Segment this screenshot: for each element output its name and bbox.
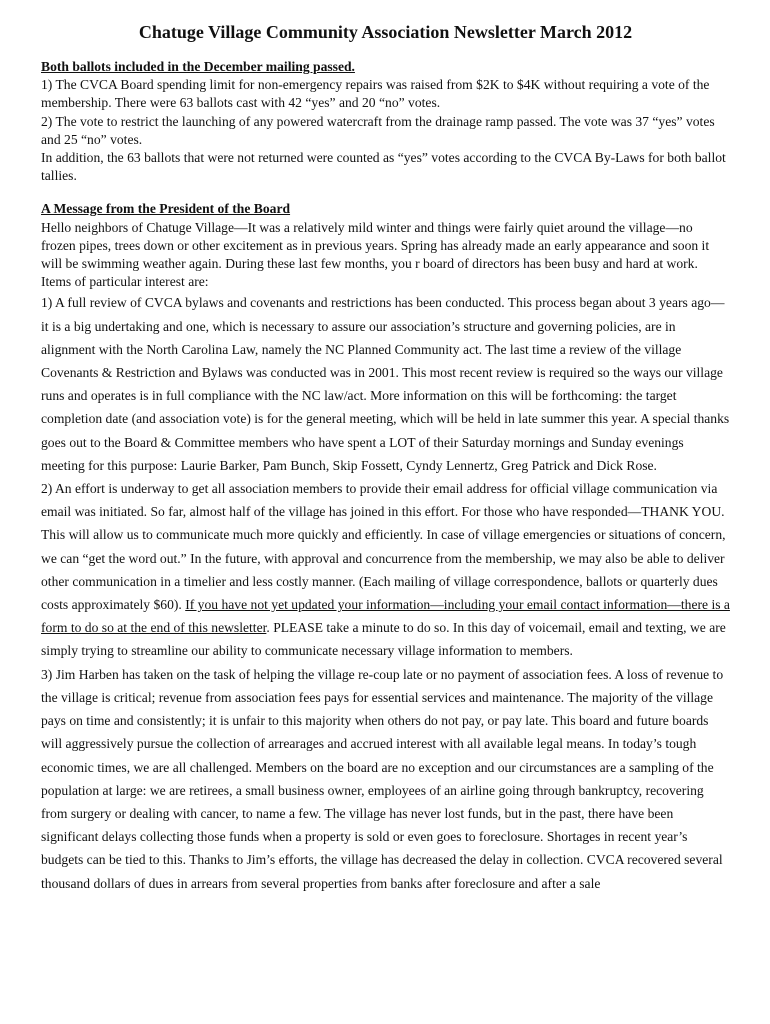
update-form-notice: If you have not yet updated your information—including your email contact information—there is a form to do so at the end of this newsletter: [41, 597, 730, 636]
newsletter-title: Chatuge Village Community Association Newsletter March 2012: [138, 22, 633, 42]
item-bylaws-review: 1) A full review of CVCA bylaws and covenants and restrictions has been conducted. This process began about 3 years ago—it is a big undertaking and one, which is necessary to assure our association’s structure and governing policies, are in alignment with the North Carolina Law, namely the NC Planned Community act. The last time a review of the village Covenants & Restriction and Bylaws was conducted was in 2001. This most recent review is required so the ways our village runs and operates is in full compliance with the NC law/act. More information on this will be forthcoming: the target completion date (and association vote) is for the general meeting, which will be held in late summer this year. A special thanks goes out to the Board & Committee members who have spent a LOT of their Saturday mornings and Sunday evenings meeting for this purpose: Laurie Barker, Pam Bunch, Skip Fossett, Cyndy Lennertz, Greg Patrick and Dick Rose.: [41, 295, 730, 473]
item-fee-collection: 3) Jim Harben has taken on the task of helping the village re-coup late or no payment of association fees. A loss of revenue to the village is critical; revenue from association fees pays for essential services and maintenance. The majority of the village pays on time and consistently; it is unfair to this majority when others do not pay, or pay late. This board and future boards will aggressively pursue the collection of arrearages and accrued interest with all available legal means. In today’s tough economic times, we are all challenged. Members on the board are no exception and our circumstances are a sampling of the population at large: we are retirees, a small business owner, employees of an airline going through bankruptcy, recovering from surgery or dealing with cancer, to name a few. The village has never lost funds, but in the past, there have been significant delays collecting those funds when a property is sold or even goes to foreclosure. Shortages in recent year’s budgets can be tied to this. Thanks to Jim’s efforts, the village has decreased the delay in collection. CVCA recovered several thousand dollars of dues in arrears from several properties from banks after foreclosure and after a sale: [41, 666, 724, 891]
ballot-note: In addition, the 63 ballots that were not returned were counted as “yes” votes according to the CVCA By-Laws for both ballot tallies.: [41, 150, 726, 184]
president-message-section: [41, 200, 730, 894]
president-intro: Hello neighbors of Chatuge Village—It was a relatively mild winter and things were fairly quiet around the village—no frozen pipes, trees down or other excitement as in previous years. Spring has already made an early appearance and soon it will be swimming weather again. During these last few months, you r board of directors has been busy and hard at work. Items of particular interest are:: [41, 219, 710, 290]
item-email-effort: [41, 477, 730, 663]
president-heading: A Message from the President of the Board: [41, 201, 291, 217]
email-effort-text: 2) An effort is underway to get all association members to provide their email address for official village communication via email was initiated. So far, almost half of the village has joined in this effort. For those who have responded—THANK YOU. This will allow us to communicate much more quickly and efficiently. In case of village emergencies or situations of concern, we can “get the word out.” In the future, with approval and concurrence from the membership, we may also be able to deliver other communication in a timelier and less costly manner. (Each mailing of village correspondence, ballots or quarterly dues costs approximately $60).: [41, 481, 726, 613]
ballot-result-2: 2) The vote to restrict the launching of any powered watercraft from the drainage ramp passed. The vote was 37 “yes” votes and 25 “no” votes.: [41, 113, 715, 147]
ballot-result-1: 1) The CVCA Board spending limit for non-emergency repairs was raised from $2K to $4K without requiring a vote of the membership. There were 63 ballots cast with 42 “yes” and 20 “no” votes.: [41, 77, 710, 111]
email-effort-closing: . PLEASE take a minute to do so. In this day of voicemail, email and texting, we are simply trying to streamline our ability to communicate necessary village information to members.: [41, 620, 726, 659]
ballots-section: [41, 58, 730, 185]
ballots-heading: Both ballots included in the December mailing passed.: [41, 59, 355, 74]
